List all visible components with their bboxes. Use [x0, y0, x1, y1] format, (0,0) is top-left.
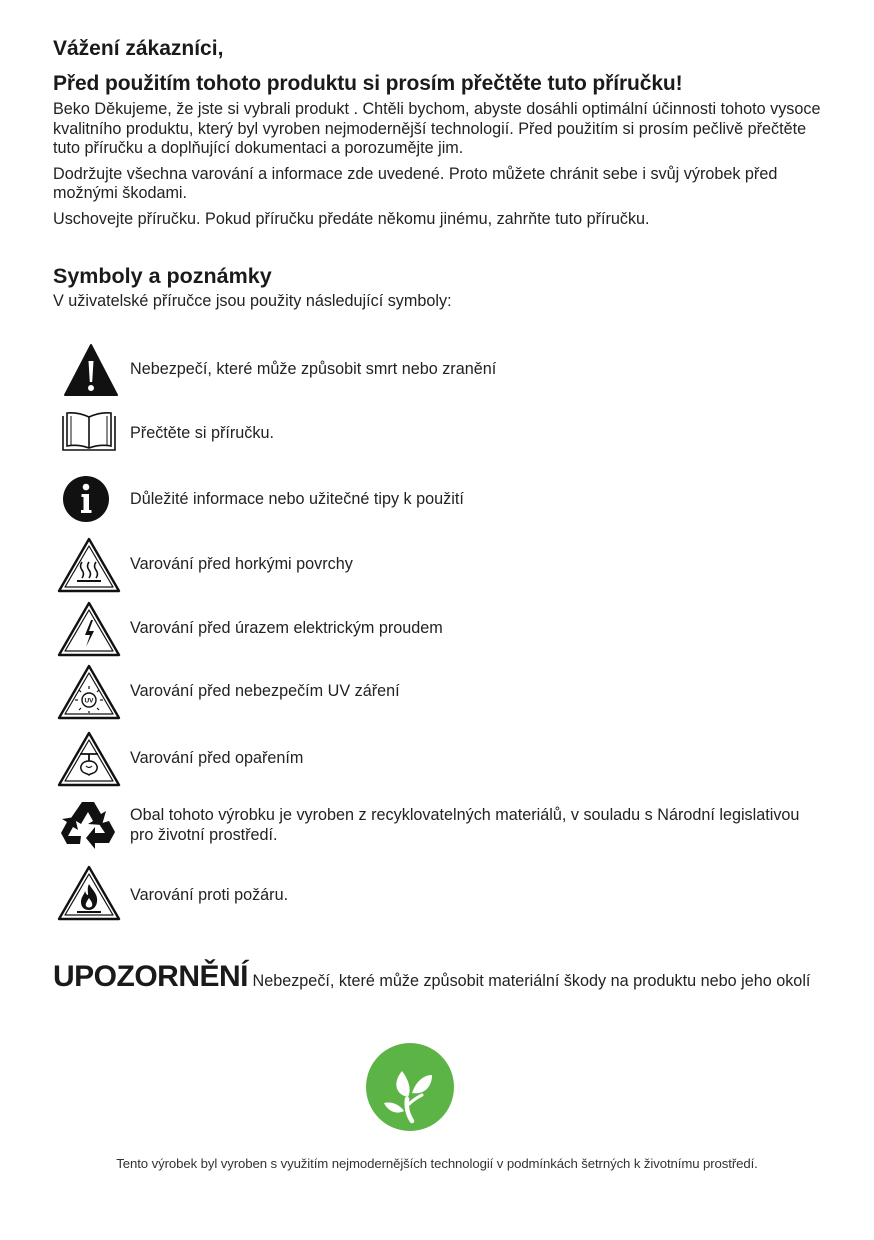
eco-leaf-icon [366, 1043, 454, 1131]
symbol-text: Varování proti požáru. [130, 886, 289, 904]
page-title: Před použitím tohoto produktu si prosím přečtěte tuto příručku! [53, 72, 683, 95]
danger-warning-icon [53, 342, 123, 406]
uv-label: UV [84, 697, 94, 705]
symbols-list [53, 0, 833, 940]
symbol-text: Přečtěte si příručku. [130, 424, 274, 442]
symbols-heading: Symboly a poznámky [53, 264, 272, 288]
symbols-intro: V uživatelské příručce jsou použity následující symboly: [53, 292, 452, 310]
caution-notice [53, 962, 833, 992]
recycling-icon [53, 798, 123, 862]
symbol-text: Varování před nebezpečím UV záření [130, 682, 400, 700]
intro-paragraph: Uschovejte příručku. Pokud příručku předáte někomu jinému, zahrňte tuto příručku. [53, 209, 650, 228]
electric-shock-warning-icon [53, 600, 123, 664]
read-manual-icon [53, 410, 123, 474]
fire-warning-icon [53, 864, 123, 928]
uv-radiation-warning-icon [53, 663, 123, 727]
symbol-text: Varování před opařením [130, 749, 304, 767]
intro-paragraph: Beko Děkujeme, že jste si vybrali produkt . Chtěli bychom, abyste dosáhli optimální účinnosti tohoto vysoce kvalitního produktu, který byl vyroben nejmodernější technologií. Před použitím si prosím pečlivě přečtěte tuto příručku a doplňující dokumentaci a porozumějte jim. [53, 100, 821, 157]
symbol-text: Obal tohoto výrobku je vyroben z recyklovatelných materiálů, v souladu s Národní legislativou pro životní prostředí. [130, 806, 800, 844]
info-icon [53, 474, 123, 538]
caution-label: UPOZORNĚNÍ [53, 960, 249, 993]
scalding-warning-icon [53, 730, 123, 794]
hot-surface-warning-icon [53, 536, 123, 600]
greeting: Vážení zákazníci, [53, 37, 224, 60]
symbol-text: Varování před úrazem elektrickým proudem [130, 619, 443, 637]
caution-text: Nebezpečí, které může způsobit materiální škody na produktu nebo jeho okolí [252, 972, 811, 990]
symbol-text: Varování před horkými povrchy [130, 555, 353, 573]
intro-paragraph: Dodržujte všechna varování a informace zde uvedené. Proto můžete chránit sebe i svůj výrobek před možnými škodami. [53, 164, 778, 202]
eco-footer-text: Tento výrobek byl vyroben s využitím nejmodernějších technologií v podmínkách šetrných k životnímu prostředí. [116, 1156, 758, 1171]
symbol-text: Důležité informace nebo užitečné tipy k použití [130, 490, 464, 508]
symbol-text: Nebezpečí, které může způsobit smrt nebo zranění [130, 360, 497, 378]
